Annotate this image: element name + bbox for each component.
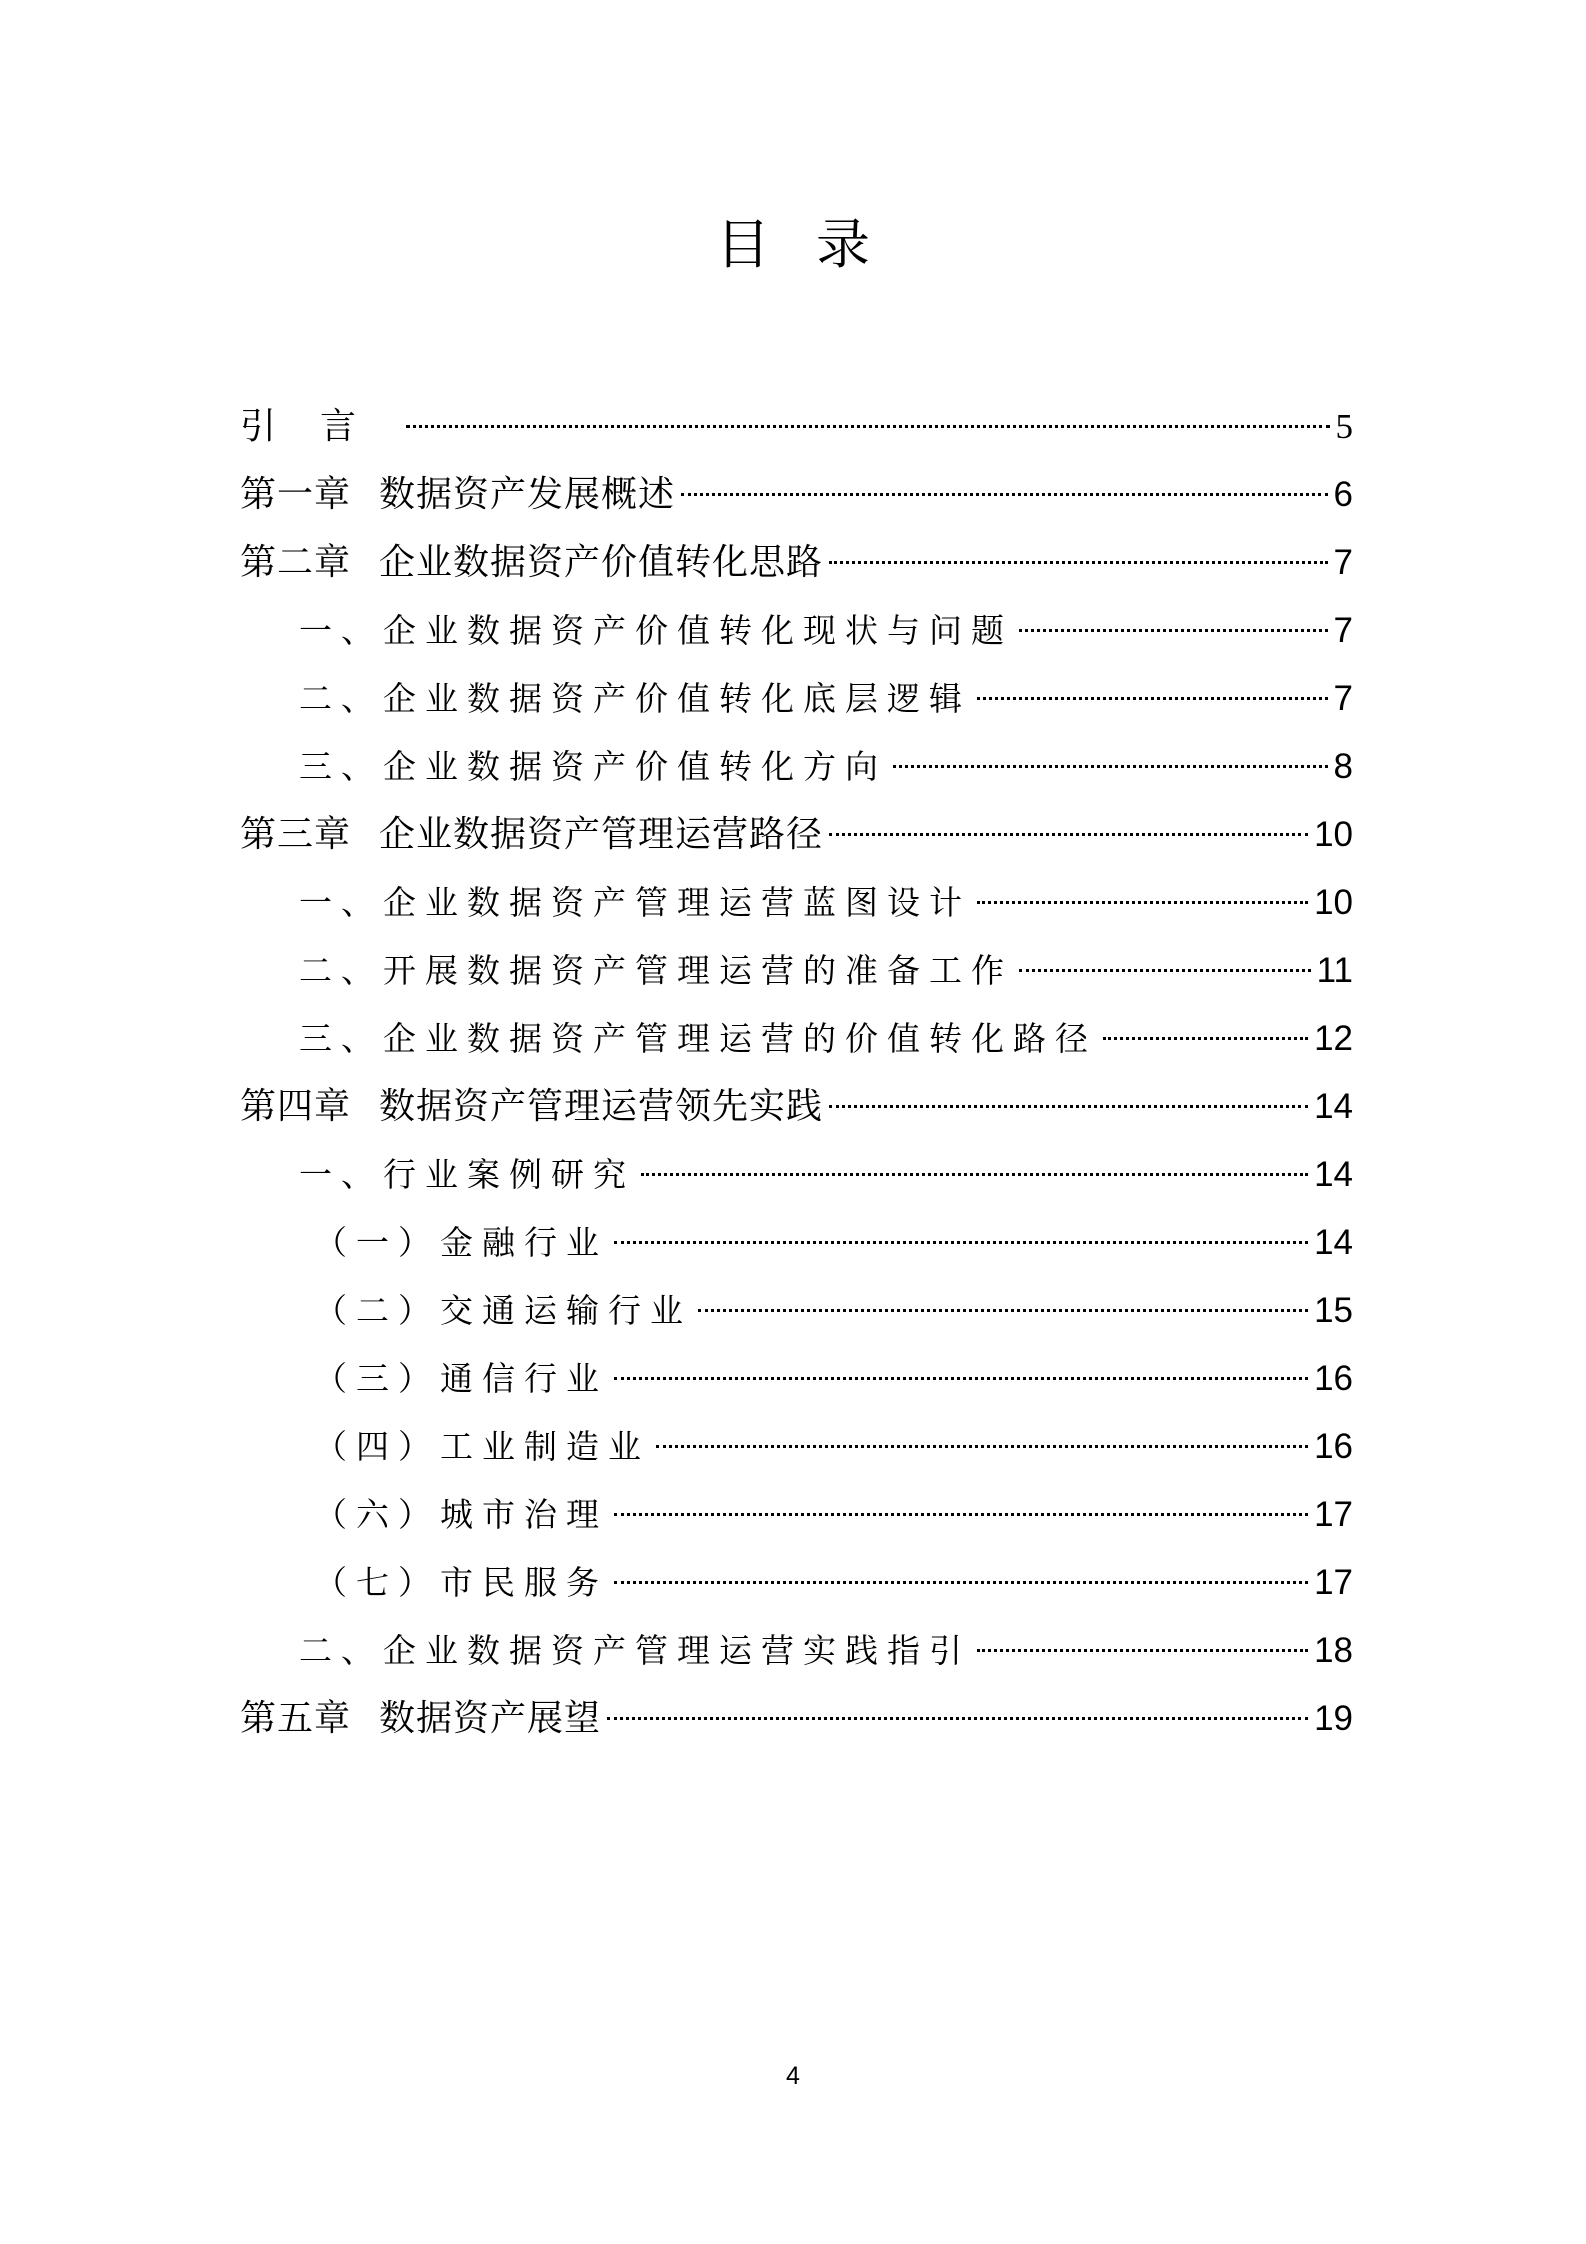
toc-entry-label: 引言 <box>240 406 401 447</box>
toc-entry-label: （四）工业制造业 <box>314 1427 650 1466</box>
dot-leader <box>977 901 1308 904</box>
toc-entry-label: （一）金融行业 <box>314 1223 608 1262</box>
table-of-contents <box>240 393 1353 1753</box>
toc-entry-section[interactable] <box>240 665 1353 733</box>
chapter-title: 企业数据资产管理运营路径 <box>379 814 824 855</box>
toc-entry-label: 三、企业数据资产管理运营的价值转化路径 <box>299 1019 1097 1058</box>
toc-entry-label: （七）市民服务 <box>314 1563 608 1602</box>
toc-entry-chapter-1[interactable] <box>240 461 1353 529</box>
toc-entry-subsection[interactable] <box>240 1277 1353 1345</box>
chapter-number: 第二章 <box>240 542 352 583</box>
toc-entry-page: 7 <box>1333 543 1353 582</box>
toc-entry-label <box>240 461 675 529</box>
toc-entry-subsection[interactable] <box>240 1345 1353 1413</box>
chapter-title: 数据资产展望 <box>379 1698 602 1739</box>
toc-entry-chapter-4[interactable] <box>240 1073 1353 1141</box>
dot-leader <box>829 833 1308 836</box>
toc-entry-label <box>240 801 823 869</box>
toc-entry-page: 16 <box>1314 1359 1353 1398</box>
toc-entry-label <box>240 529 823 597</box>
dot-leader <box>1019 629 1328 632</box>
toc-entry-chapter-3[interactable] <box>240 801 1353 869</box>
toc-entry-label: 三、企业数据资产价值转化方向 <box>299 747 887 786</box>
toc-entry-section[interactable] <box>240 597 1353 665</box>
dot-leader <box>641 1173 1308 1176</box>
chapter-number: 第三章 <box>240 814 352 855</box>
dot-leader <box>977 697 1328 700</box>
dot-leader <box>607 1717 1308 1720</box>
toc-entry-section[interactable] <box>240 869 1353 937</box>
toc-entry-section[interactable] <box>240 1005 1353 1073</box>
toc-entry-page: 5 <box>1335 407 1353 446</box>
toc-entry-page: 18 <box>1314 1631 1353 1670</box>
toc-entry-page: 8 <box>1333 747 1353 786</box>
toc-entry-page: 12 <box>1314 1019 1353 1058</box>
toc-entry-label: 一、行业案例研究 <box>299 1155 635 1194</box>
toc-entry-subsection[interactable] <box>240 1209 1353 1277</box>
toc-entry-page: 16 <box>1314 1427 1353 1466</box>
toc-entry-page: 19 <box>1314 1699 1353 1738</box>
toc-entry-subsection[interactable] <box>240 1549 1353 1617</box>
dot-leader <box>1103 1037 1308 1040</box>
chapter-number: 第五章 <box>240 1698 352 1739</box>
dot-leader <box>614 1581 1308 1584</box>
dot-leader <box>977 1649 1308 1652</box>
chapter-number: 第一章 <box>240 474 352 515</box>
dot-leader <box>698 1309 1308 1312</box>
dot-leader <box>614 1241 1308 1244</box>
chapter-title: 企业数据资产价值转化思路 <box>379 542 824 583</box>
chapter-title: 数据资产发展概述 <box>379 474 676 515</box>
toc-entry-section[interactable] <box>240 1617 1353 1685</box>
dot-leader <box>656 1445 1308 1448</box>
toc-entry-page: 11 <box>1316 951 1353 990</box>
toc-entry-label: 一、企业数据资产价值转化现状与问题 <box>299 611 1013 650</box>
toc-entry-page: 15 <box>1314 1291 1353 1330</box>
toc-entry-page: 17 <box>1314 1495 1353 1534</box>
dot-leader <box>681 493 1328 496</box>
toc-entry-label <box>240 1073 823 1141</box>
dot-leader <box>829 1105 1308 1108</box>
toc-entry-section[interactable] <box>240 1141 1353 1209</box>
toc-entry-label: 二、企业数据资产管理运营实践指引 <box>299 1631 971 1670</box>
toc-entry-section[interactable] <box>240 733 1353 801</box>
dot-leader <box>1019 969 1311 972</box>
toc-entry-introduction[interactable] <box>240 393 1353 461</box>
toc-entry-page: 10 <box>1314 883 1353 922</box>
toc-entry-subsection[interactable] <box>240 1413 1353 1481</box>
toc-entry-page: 7 <box>1333 611 1353 650</box>
toc-entry-label: 一、企业数据资产管理运营蓝图设计 <box>299 883 971 922</box>
dot-leader <box>614 1377 1308 1380</box>
footer-page-number: 4 <box>786 2062 800 2090</box>
toc-entry-label: 二、企业数据资产价值转化底层逻辑 <box>299 679 971 718</box>
dot-leader <box>614 1513 1308 1516</box>
dot-leader <box>829 561 1328 564</box>
dot-leader <box>893 765 1328 768</box>
toc-entry-label: （六）城市治理 <box>314 1495 608 1534</box>
toc-entry-label: （三）通信行业 <box>314 1359 608 1398</box>
toc-entry-page: 14 <box>1314 1155 1353 1194</box>
toc-entry-page: 14 <box>1314 1223 1353 1262</box>
toc-entry-page: 17 <box>1314 1563 1353 1602</box>
dot-leader <box>406 425 1329 428</box>
toc-entry-chapter-5[interactable] <box>240 1685 1353 1753</box>
toc-entry-page: 10 <box>1314 815 1353 854</box>
toc-entry-section[interactable] <box>240 937 1353 1005</box>
toc-entry-subsection[interactable] <box>240 1481 1353 1549</box>
toc-entry-label: （二）交通运输行业 <box>314 1291 692 1330</box>
chapter-title: 数据资产管理运营领先实践 <box>379 1086 824 1127</box>
chapter-number: 第四章 <box>240 1086 352 1127</box>
toc-entry-chapter-2[interactable] <box>240 529 1353 597</box>
page-title: 目录 <box>716 213 916 276</box>
toc-entry-page: 14 <box>1314 1087 1353 1126</box>
toc-entry-label <box>240 1685 601 1753</box>
toc-entry-page: 6 <box>1333 475 1353 514</box>
toc-entry-page: 7 <box>1333 679 1353 718</box>
toc-entry-label: 二、开展数据资产管理运营的准备工作 <box>299 951 1013 990</box>
